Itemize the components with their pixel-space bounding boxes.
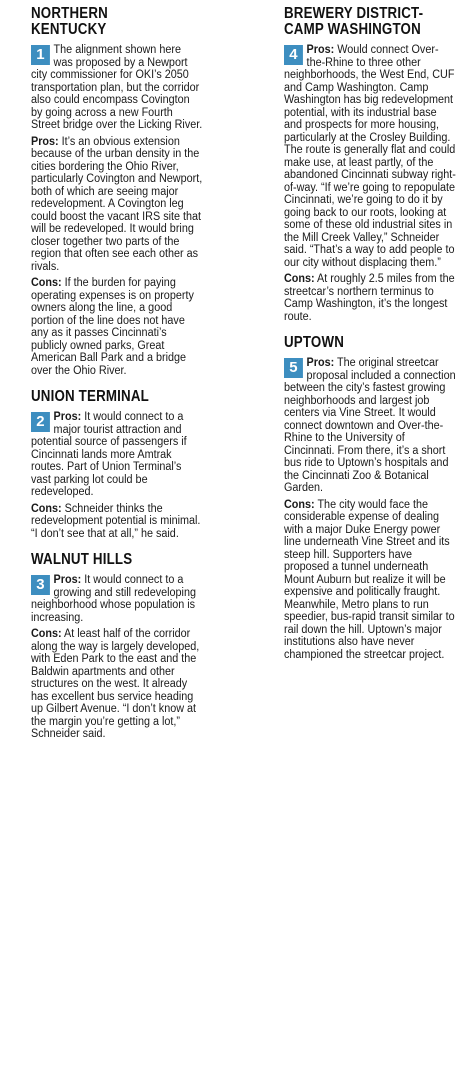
pros-text: The original streetcar proposal included a connection between the city’s fastest growing neighborhoods and largest job centers via Vine Street. It would connect downtown and Over-the-Rhine to the University of Cincinnati. From there, it’s a short bus ride to Uptown’s hospitals and the Cincinnati Zoo & Botanical Garden. <box>284 357 456 494</box>
cons-paragraph <box>31 503 203 541</box>
route-number-badge: 5 <box>284 358 303 378</box>
section-uptown <box>284 335 456 661</box>
cons-text: The city would face the considerable expense of dealing with a major Duke Energy power line underneath Vine Street and its steep hill. Supporters have proposed a tunnel underneath Mount Auburn but realize it will be expensive and politically fraught. Meanwhile, Metro plans to run speedier, bus-rapid transit similar to rail down the hill. Uptown’s major institutions also have never championed the streetcar project. <box>284 498 455 661</box>
section-title-line: KENTUCKY <box>31 21 107 38</box>
pros-label: Pros: <box>31 135 59 148</box>
pros-paragraph <box>284 44 456 269</box>
cons-paragraph <box>31 277 203 377</box>
pros-label: Pros: <box>53 574 82 586</box>
intro-text: The alignment shown here was proposed by a Newport city commissioner for OKI’s 2050 transportation plan, but the corridor also could encompass Covington by going across a new Fourth Street bridge over the Licking River. <box>31 44 203 131</box>
cons-paragraph <box>284 273 456 323</box>
route-number-badge: 3 <box>31 575 50 595</box>
pros-text: It’s an obvious extension because of the urban density in the cities bordering the Ohio River, particularly Covington and Newport, both of which are seeing major redevelopment. A Covington leg could boost the vacant IRS site that will be redeveloped. It would bring closer together two parts of the region that often see each other as rivals. <box>31 135 203 273</box>
cons-text: If the burden for paying operating expenses is on property owners along the line, a good portion of the line does not have any as it passes Cincinnati’s publicly owned parks, Great American Ball Park and a bridge over the Ohio River. <box>31 277 194 377</box>
pros-label: Pros: <box>53 411 82 423</box>
section-brewery-district-camp-washington <box>284 6 456 323</box>
right-column <box>284 6 456 673</box>
cons-label: Cons: <box>31 628 62 640</box>
section-title <box>31 6 179 38</box>
pros-text: Would connect Over-the-Rhine to three other neighborhoods, the West End, CUF and Camp Washington. Camp Washington has big redevelopment potential, with its industrial base and prospects for more housing, particularly at the Crosley Building. The route is generally flat and could make use, at least partly, of the abandoned Cincinnati subway right-of-way. “If we’re going to repopulate Cincinnati, we’re going to do it by going back to our roots, looking at some of these old industrial sites in the Mill Creek Valley,” Schneider said. “That’s a way to add people to our city without displacing them.” <box>284 44 456 269</box>
section-title-line: CAMP WASHINGTON <box>284 21 421 38</box>
section-title-line: BREWERY DISTRICT- <box>284 5 424 22</box>
cons-text: At least half of the corridor along the way is largely developed, with Eden Park to the east and the Baldwin apartments and other structures on the west. It already has excellent bus service heading up Gilbert Avenue. “I don’t know at the margin you’re getting a lot,” Schneider said. <box>31 628 200 740</box>
route-number-badge: 1 <box>31 45 50 65</box>
cons-label: Cons: <box>31 277 62 289</box>
section-northern-kentucky <box>31 6 203 377</box>
section-intro <box>31 44 203 132</box>
route-number-badge: 4 <box>284 45 303 65</box>
pros-paragraph <box>31 136 203 274</box>
section-title: WALNUT HILLS <box>31 551 133 568</box>
section-title: UPTOWN <box>284 334 345 351</box>
cons-paragraph <box>284 499 456 662</box>
route-number-badge: 2 <box>31 412 50 432</box>
section-walnut-hills <box>31 552 203 741</box>
pros-paragraph <box>31 574 203 624</box>
cons-label: Cons: <box>284 498 315 511</box>
cons-paragraph <box>31 628 203 741</box>
pros-label: Pros: <box>306 44 335 56</box>
section-title-line: NORTHERN <box>31 5 108 22</box>
cons-label: Cons: <box>31 502 62 515</box>
left-column <box>31 6 203 753</box>
section-title: UNION TERMINAL <box>31 388 149 405</box>
pros-paragraph <box>31 411 203 499</box>
pros-text: It would connect to a major tourist attraction and potential source of passengers if Cincinnati lands more Amtrak routes. Part of Union Terminal’s vast parking lot could be redeveloped. <box>31 411 187 498</box>
pros-label: Pros: <box>306 357 335 369</box>
pros-text: It would connect to a growing and still redeveloping neighborhood whose population is increasing. <box>31 574 196 624</box>
cons-text: At roughly 2.5 miles from the streetcar’s northern terminus to Camp Washington, it’s the longest route. <box>284 273 455 323</box>
section-union-terminal <box>31 389 203 540</box>
cons-text: Schneider thinks the redevelopment potential is minimal. “I don’t see that at all,” he said. <box>31 502 201 540</box>
section-title <box>284 6 432 38</box>
cons-label: Cons: <box>284 273 315 285</box>
pros-paragraph <box>284 357 456 495</box>
